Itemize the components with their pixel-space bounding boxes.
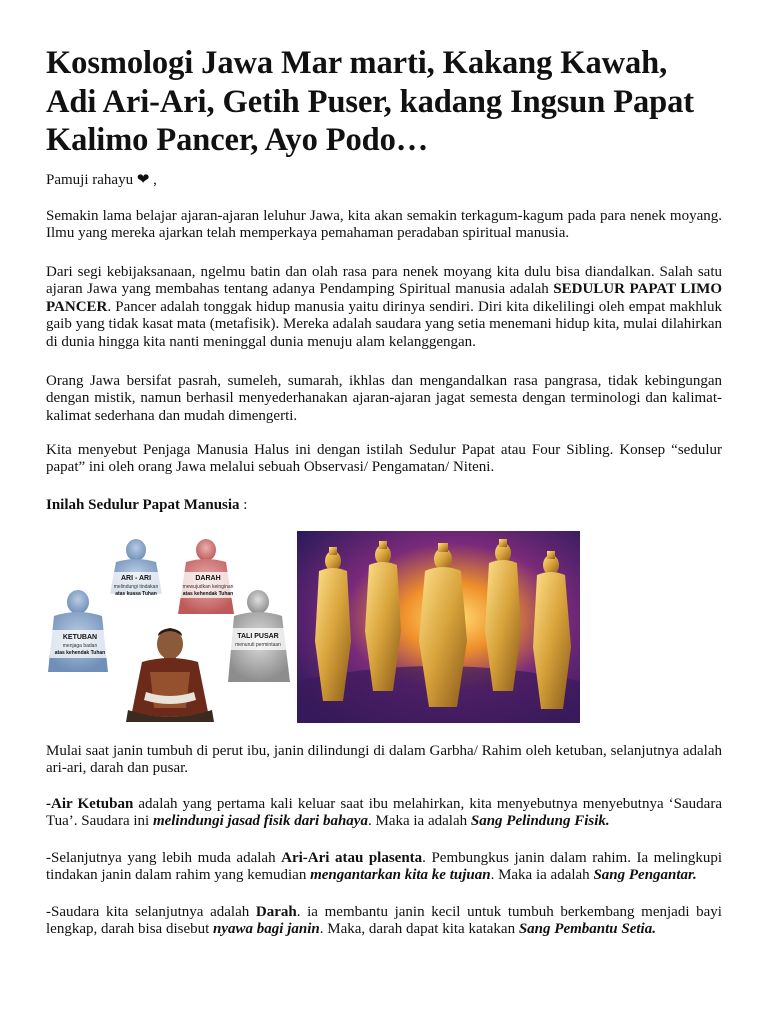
paragraph-janin: Mulai saat janin tumbuh di perut ibu, janin dilindungi di dalam Garbha/ Rahim oleh ketuban, selanjutnya adalah ari-ari, darah dan pusar. [46,743,722,777]
ari-ari-sub2: atas kuasa Tuhan [115,591,157,597]
p9-text-b: . ia membantu janin kecil untuk tumbuh berkembang menjadi bayi lengkap, darah bisa disebut [46,904,722,938]
darah-sub2: atas kehendak Tuhan [182,591,234,597]
paragraph-orang-jawa: Orang Jawa bersifat pasrah, sumeleh, sumarah, ikhlas dan mengandalkan rasa pangrasa, tidak kebingungan dengan mistik, namun berhasil menyederhanakan ajaran-ajaran jagat semesta dengan terminologi dan kalimat-kalimat sederhana dan mudah dimengerti. [46,373,722,424]
p7-bold: -Air Ketuban [46,796,134,812]
article-title: Kosmologi Jawa Mar marti, Kakang Kawah, Adi Ari-Ari, Getih Puser, kadang Ingsun Papat Kalimo Pancer, Ayo Podo… [46,45,695,159]
section-heading-bold: Inilah Sedulur Papat Manusia [46,497,240,513]
section-heading [46,497,722,514]
greeting-paragraph [46,172,157,189]
ari-ari-label: ARI - ARI [120,575,152,582]
paragraph-intro: Semakin lama belajar ajaran-ajaran leluhur Jawa, kita akan semakin terkagum-kagum pada para nenek moyang. Ilmu yang mereka ajarkan telah memperkaya pemahaman peradaban spiritual manusia. [46,208,722,242]
golden-statues-image [297,531,580,723]
tali-pusar-sub1: menuruti permintaan [235,642,281,648]
ari-ari-sub1: melindungi tindakan [113,584,159,590]
p8-text-b: . Pembungkus janin dalam rahim. Ia melingkupi tindakan janin dalam rahim yang kemudian [46,850,722,884]
p8-emphasis: mengantarkan kita ke tujuan [310,867,491,884]
sedulur-papat-diagram [46,532,292,724]
p7-text-b: . Maka ia adalah [367,813,471,830]
p7-text-a: adalah yang pertama kali keluar saat ibu melahirkan, kita menyebutnya menyebutnya ‘Saudara Tua’. Saudara ini [46,796,722,830]
ketuban-sub2: atas kehendak Tuhan [54,650,106,656]
center-seated-man [126,628,214,722]
paragraph-air-ketuban [46,796,722,831]
tali-pusar-label: TALI PUSAR [237,633,279,640]
greeting-end: , [149,172,157,188]
p9-text-a: -Saudara kita selanjutnya adalah [46,904,256,920]
p8-bold: Ari-Ari atau plasenta [281,850,423,866]
p8-text-a: -Selanjutnya yang lebih muda adalah [46,850,282,866]
p7-emphasis: melindungi jasad fisik dari bahaya [152,813,368,830]
p7-emphasis-2: Sang Pelindung Fisik. [470,813,610,830]
p2-text-b: . Pancer adalah tonggak hidup manusia yaitu dirinya sendiri. Diri kita dikelilingi oleh empat makhluk gaib yang tidak kasat mata (metafisik). Mereka adalah saudara yang setia menemani hidup kita, mulai dilahirkan di dunia hingga kita nanti meninggal dunia menuju alam kelanggengan. [46,298,723,350]
p9-emphasis-2: Sang Pembantu Setia. [518,921,656,938]
p2-text-a: Dari segi kebijaksanaan, ngelmu batin dan olah rasa para nenek moyang kita dulu bisa diandalkan. Salah satu ajaran Jawa yang membahas tentang adanya Pendamping Spiritual manusia adalah [46,264,722,298]
p9-bold: Darah [255,904,297,920]
heart-icon: ❤ [136,172,150,188]
paragraph-sedulur-papat [46,264,722,351]
paragraph-four-sibling: Kita menyebut Penjaga Manusia Halus ini dengan istilah Sedulur Papat atau Four Sibling. Konsep “sedulur papat” ini oleh orang Jawa melalui sebuah Observasi/ Pengamatan/ Niteni. [46,442,722,476]
darah-sub1: mewujudkan keinginan [182,584,234,590]
p8-emphasis-2: Sang Pengantar. [593,867,697,884]
ketuban-label: KETUBAN [62,634,98,641]
ketuban-sub1: menjaga badan [62,643,98,649]
paragraph-ari-ari [46,850,722,885]
paragraph-darah [46,904,722,939]
section-heading-end: : [239,497,248,513]
darah-label: DARAH [195,575,221,582]
p9-emphasis: nyawa bagi janin [213,921,320,938]
p2-bold: SEDULUR PAPAT LIMO PANCER [46,281,723,315]
p9-text-c: . Maka, darah dapat kita katakan [319,921,519,938]
p8-text-c: . Maka ia adalah [490,867,594,884]
greeting-text: Pamuji rahayu [46,172,134,188]
